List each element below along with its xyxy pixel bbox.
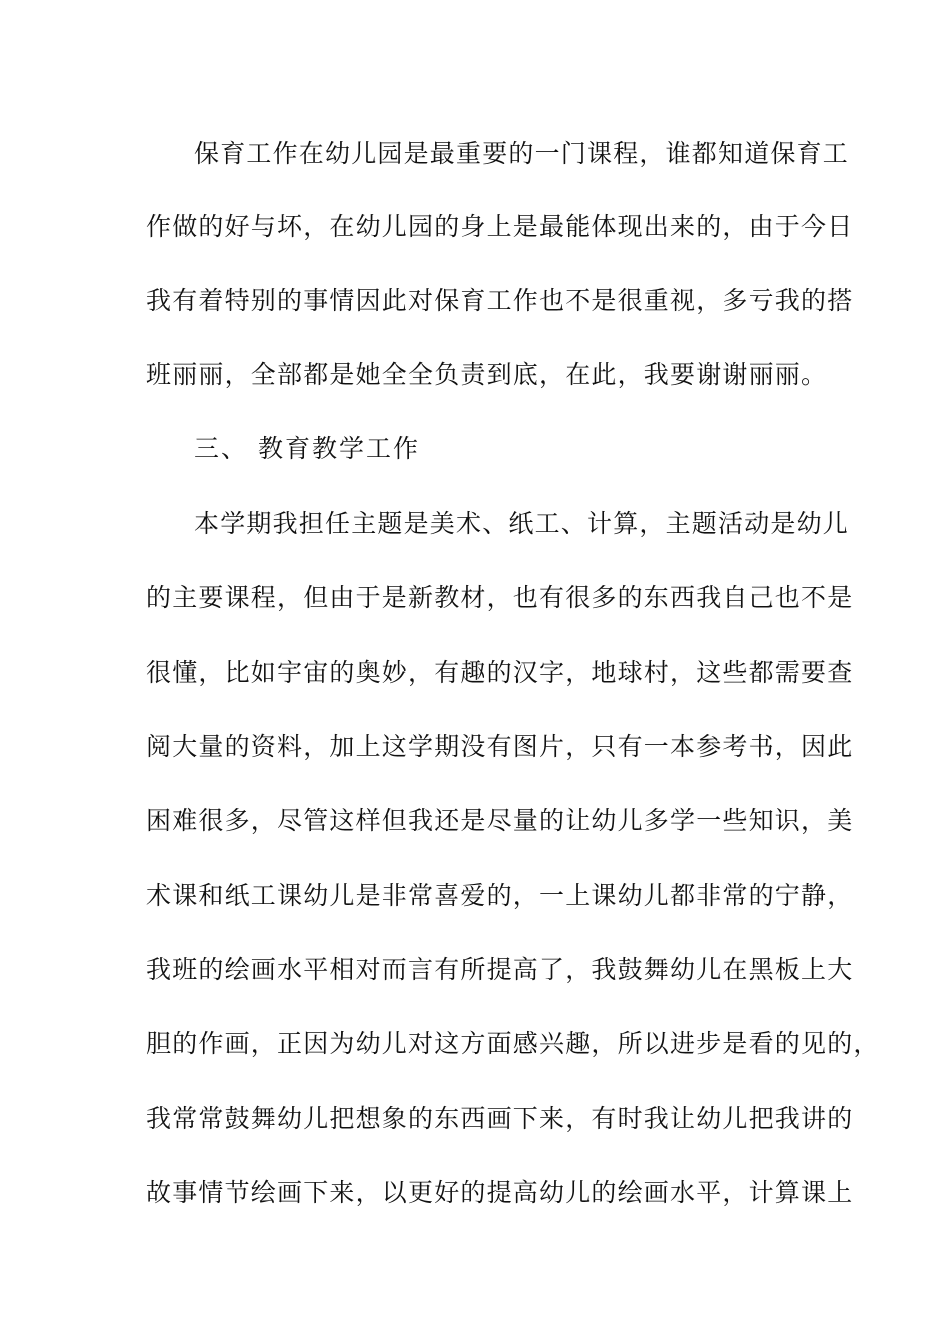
paragraph-line: 阅大量的资料，加上这学期没有图片，只有一本参考书，因此 [146,732,854,761]
paragraph-line: 作做的好与坏，在幼儿园的身上是最能体现出来的，由于今日 [146,212,854,241]
paragraph-line: 困难很多，尽管这样但我还是尽量的让幼儿多学一些知识，美 [146,806,854,835]
paragraph-line: 我有着特别的事情因此对保育工作也不是很重视，多亏我的搭 [146,286,854,315]
section-heading: 三、 教育教学工作 [194,434,420,463]
paragraph-line: 的主要课程，但由于是新教材，也有很多的东西我自己也不是 [146,583,854,612]
paragraph-line: 术课和纸工课幼儿是非常喜爱的，一上课幼儿都非常的宁静， [146,881,854,910]
paragraph-line: 胆的作画，正因为幼儿对这方面感兴趣，所以进步是看的见的， [146,1029,880,1058]
paragraph-line: 我班的绘画水平相对而言有所提高了，我鼓舞幼儿在黑板上大 [146,955,854,984]
paragraph-line: 很懂，比如宇宙的奥妙，有趣的汉字，地球村，这些都需要查 [146,658,854,687]
paragraph-line: 保育工作在幼儿园是最重要的一门课程，谁都知道保育工 [194,139,850,168]
paragraph-line: 班丽丽，全部都是她全全负责到底，在此，我要谢谢丽丽。 [146,360,828,389]
paragraph-line: 我常常鼓舞幼儿把想象的东西画下来，有时我让幼儿把我讲的 [146,1104,854,1133]
paragraph-line: 本学期我担任主题是美术、纸工、计算，主题活动是幼儿 [194,509,850,538]
paragraph-line: 故事情节绘画下来，以更好的提高幼儿的绘画水平，计算课上 [146,1178,854,1207]
